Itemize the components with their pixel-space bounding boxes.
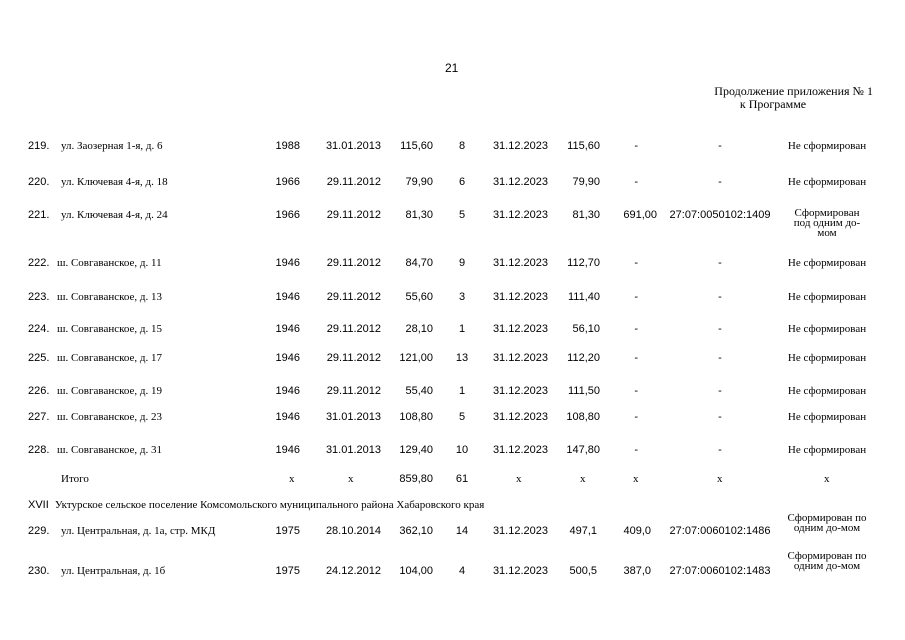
row-area2: 112,20 [567, 352, 600, 364]
table-row [0, 443, 905, 457]
total-row [0, 472, 905, 486]
row-number: 229. [28, 525, 50, 537]
total-date1: x [348, 473, 354, 485]
row-year: 1946 [275, 323, 300, 335]
table-row [0, 290, 905, 304]
row-status: Не сформирован [787, 411, 867, 423]
continuation-line1: Продолжение приложения № 1 [714, 84, 873, 98]
row-area: 55,60 [405, 291, 433, 303]
total-cadastral: x [717, 473, 723, 485]
table-row [0, 207, 905, 239]
row-area: 104,00 [399, 565, 433, 577]
row-area2: 56,10 [572, 323, 600, 335]
row-status: Сформирован по одним до-мом [787, 550, 867, 572]
row-cadastral: - [718, 291, 722, 303]
row-count: 5 [458, 411, 466, 423]
total-area2: x [580, 473, 586, 485]
row-date2: 31.12.2023 [492, 565, 548, 577]
row-status: Сформирован по одним до-мом [787, 512, 867, 534]
row-count: 5 [458, 209, 466, 221]
continuation-note [673, 85, 873, 111]
row-area2: 108,80 [566, 411, 600, 423]
row-value: - [634, 257, 638, 269]
row-number: 224. [28, 323, 50, 335]
row-year: 1966 [275, 209, 300, 221]
row-date1: 29.11.2012 [326, 352, 381, 364]
row-area: 84,70 [405, 257, 433, 269]
row-status: Не сформирован [787, 385, 867, 397]
row-value: - [634, 291, 638, 303]
section-title: Уктурское сельское поселение Комсомольского муниципального района Хабаровского края [54, 499, 485, 511]
row-year: 1975 [275, 565, 300, 577]
row-address: ш. Совгаванское, д. 23 [57, 411, 162, 423]
total-year: x [289, 473, 295, 485]
row-area: 108,80 [399, 411, 433, 423]
row-status: Не сформирован [787, 323, 867, 335]
row-cadastral: 27:07:0060102:1483 [669, 565, 771, 577]
row-year: 1975 [275, 525, 300, 537]
row-area2: 111,40 [567, 291, 600, 303]
row-area2: 81,30 [572, 209, 600, 221]
row-area: 79,90 [405, 176, 433, 188]
table-row [0, 550, 905, 578]
row-cadastral: - [718, 257, 722, 269]
row-date1: 31.01.2013 [325, 444, 381, 456]
row-cadastral: - [718, 411, 722, 423]
row-year: 1946 [275, 411, 300, 423]
row-address: ш. Совгаванское, д. 19 [57, 385, 162, 397]
row-cadastral: - [718, 352, 722, 364]
row-number: 221. [28, 209, 50, 221]
row-date2: 31.12.2023 [492, 257, 548, 269]
row-area: 362,10 [399, 525, 433, 537]
row-address: ул. Центральная, д. 1б [61, 565, 166, 577]
row-count: 9 [458, 257, 466, 269]
table-row [0, 384, 905, 398]
continuation-line2: к Программе [739, 97, 807, 111]
row-value: - [634, 323, 638, 335]
row-number: 228. [28, 444, 50, 456]
row-year: 1946 [275, 444, 300, 456]
row-value: - [634, 140, 638, 152]
row-number: 225. [28, 352, 50, 364]
row-date1: 29.11.2012 [326, 176, 381, 188]
row-number: 226. [28, 385, 50, 397]
row-date2: 31.12.2023 [492, 291, 548, 303]
row-year: 1966 [275, 176, 300, 188]
row-count: 13 [455, 352, 469, 364]
row-count: 3 [458, 291, 466, 303]
row-number: 220. [28, 176, 50, 188]
row-value: - [634, 385, 638, 397]
total-value: x [633, 473, 639, 485]
row-year: 1946 [275, 291, 300, 303]
row-address: ул. Центральная, д. 1а, стр. МКД [61, 525, 216, 537]
row-address: ш. Совгаванское, д. 15 [57, 323, 162, 335]
row-area2: 115,60 [567, 140, 600, 152]
row-cadastral: - [718, 385, 722, 397]
row-status: Не сформирован [787, 444, 867, 456]
row-address: ул. Ключевая 4-я, д. 18 [61, 176, 168, 188]
table-row [0, 351, 905, 365]
row-address: ш. Совгаванское, д. 31 [57, 444, 162, 456]
row-number: 223. [28, 291, 50, 303]
row-address: ул. Ключевая 4-я, д. 24 [61, 209, 168, 221]
row-address: ш. Совгаванское, д. 13 [57, 291, 162, 303]
row-count: 1 [458, 323, 466, 335]
total-count: 61 [455, 473, 469, 485]
row-date1: 31.01.2013 [325, 411, 381, 423]
row-date1: 31.01.2013 [325, 140, 381, 152]
total-label: Итого [61, 473, 89, 485]
row-status: Не сформирован [787, 176, 867, 188]
table-row [0, 139, 905, 153]
row-area: 121,00 [399, 352, 433, 364]
row-date1: 29.11.2012 [326, 385, 381, 397]
row-year: 1946 [275, 385, 300, 397]
row-cadastral: - [718, 140, 722, 152]
row-date2: 31.12.2023 [492, 140, 548, 152]
row-value: 409,0 [623, 525, 651, 537]
row-count: 6 [458, 176, 466, 188]
row-area: 28,10 [405, 323, 433, 335]
row-address: ул. Заозерная 1-я, д. 6 [61, 140, 163, 152]
table-row [0, 175, 905, 189]
section-number: XVII [28, 499, 49, 511]
row-date2: 31.12.2023 [492, 444, 548, 456]
total-area: 859,80 [399, 473, 433, 485]
page-number: 21 [445, 61, 459, 75]
row-value: - [634, 176, 638, 188]
row-value: 387,0 [623, 565, 651, 577]
row-cadastral: 27:07:0060102:1486 [669, 525, 771, 537]
row-date1: 29.11.2012 [326, 209, 381, 221]
row-area2: 79,90 [572, 176, 600, 188]
row-cadastral: 27:07:0050102:1409 [669, 209, 771, 221]
row-status: Сформирован под одним до-мом [793, 207, 861, 239]
row-value: - [634, 411, 638, 423]
row-date2: 31.12.2023 [492, 411, 548, 423]
row-date1: 29.11.2012 [326, 323, 381, 335]
row-number: 222. [28, 257, 50, 269]
table-row [0, 256, 905, 270]
section-header [28, 499, 484, 511]
row-year: 1946 [275, 257, 300, 269]
row-value: 691,00 [623, 209, 657, 221]
table-row [0, 410, 905, 424]
row-date2: 31.12.2023 [492, 209, 548, 221]
row-address: ш. Совгаванское, д. 11 [57, 257, 162, 269]
row-area2: 147,80 [566, 444, 600, 456]
row-value: - [634, 444, 638, 456]
table-row [0, 322, 905, 336]
row-count: 1 [458, 385, 466, 397]
table-row [0, 512, 905, 538]
row-date2: 31.12.2023 [492, 176, 548, 188]
row-date1: 29.11.2012 [326, 257, 381, 269]
row-cadastral: - [718, 444, 722, 456]
row-cadastral: - [718, 176, 722, 188]
total-date2: x [516, 473, 522, 485]
row-date2: 31.12.2023 [492, 385, 548, 397]
row-number: 219. [28, 140, 50, 152]
row-status: Не сформирован [787, 291, 867, 303]
row-date1: 24.12.2012 [325, 565, 381, 577]
row-area2: 112,70 [567, 257, 600, 269]
row-year: 1946 [275, 352, 300, 364]
row-count: 14 [455, 525, 469, 537]
row-count: 10 [455, 444, 469, 456]
row-area2: 111,50 [567, 385, 600, 397]
row-address: ш. Совгаванское, д. 17 [57, 352, 162, 364]
row-area: 55,40 [405, 385, 433, 397]
row-date1: 28.10.2014 [325, 525, 381, 537]
row-status: Не сформирован [787, 140, 867, 152]
row-year: 1988 [275, 140, 300, 152]
total-status: x [824, 473, 830, 485]
row-number: 230. [28, 565, 50, 577]
row-count: 8 [458, 140, 466, 152]
row-date2: 31.12.2023 [492, 525, 548, 537]
row-count: 4 [458, 565, 466, 577]
row-area: 129,40 [399, 444, 433, 456]
row-area: 81,30 [405, 209, 433, 221]
row-cadastral: - [718, 323, 722, 335]
row-date2: 31.12.2023 [492, 352, 548, 364]
row-area2: 500,5 [569, 565, 597, 577]
row-area2: 497,1 [569, 525, 597, 537]
row-date2: 31.12.2023 [492, 323, 548, 335]
row-area: 115,60 [400, 140, 433, 152]
row-number: 227. [28, 411, 50, 423]
row-date1: 29.11.2012 [326, 291, 381, 303]
row-status: Не сформирован [787, 352, 867, 364]
row-status: Не сформирован [787, 257, 867, 269]
row-value: - [634, 352, 638, 364]
